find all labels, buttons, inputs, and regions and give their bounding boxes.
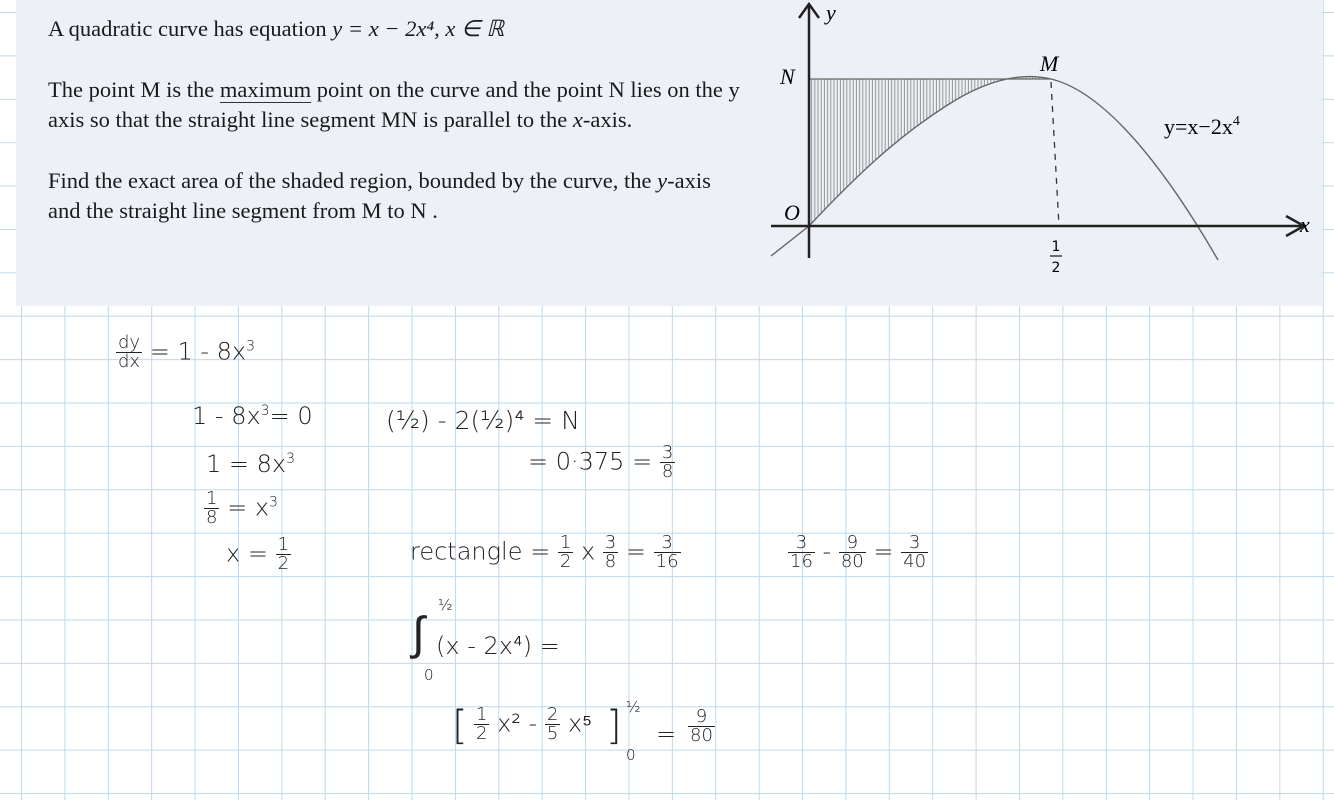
x-symbol: x — [572, 107, 583, 132]
denominator: 40 — [903, 551, 927, 572]
operator: = — [656, 720, 677, 748]
question-paragraph-2 — [48, 75, 748, 136]
x-axis-label: x — [1300, 212, 1310, 237]
upper-limit: ½ — [626, 698, 641, 716]
underlined-word: maximum — [219, 76, 312, 102]
denominator: 5 — [546, 723, 559, 744]
question-text-part: -axis. — [582, 107, 633, 132]
numerator: 1 — [206, 488, 218, 509]
numerator: 3 — [654, 534, 681, 553]
fraction — [788, 534, 815, 571]
fraction — [545, 706, 560, 743]
denominator: 80 — [690, 725, 713, 746]
denominator: 8 — [604, 551, 617, 572]
numerator: 3 — [788, 534, 815, 553]
derivative-line — [116, 334, 255, 371]
numerator: 1 — [277, 534, 290, 555]
fraction — [688, 708, 715, 745]
n-value: = 0·375 = — [528, 447, 653, 476]
derivative-rhs: = 1 - 8x — [149, 337, 247, 366]
curve-equation: y = x − 2x⁴, x ∈ ℝ — [332, 16, 505, 41]
denominator: 2 — [277, 553, 290, 574]
equation-part: 1 = 8x — [206, 450, 287, 478]
equation-part: = 0 — [269, 402, 313, 430]
question-paragraph-3 — [48, 166, 748, 227]
question-text — [48, 14, 748, 257]
question-text-part: point on the curve and the point N lies on the y axis so that the straight line segment MN is parallel to the — [48, 76, 740, 132]
fraction — [558, 534, 573, 571]
numerator: 9 — [839, 534, 866, 553]
denominator: 16 — [790, 551, 813, 572]
exponent: 3 — [286, 451, 296, 467]
integrand: (x - 2x⁴) = — [436, 632, 560, 660]
solve-step-1 — [192, 402, 313, 430]
fraction — [474, 706, 489, 743]
equation-part: = x — [227, 493, 270, 522]
n-calculation: (½) - 2(½)⁴ = N — [386, 406, 580, 435]
solve-step-3 — [204, 490, 278, 527]
numerator: 9 — [688, 708, 715, 727]
exponent: 3 — [260, 403, 270, 419]
question-text-part: Find the exact area of the shaded region, bounded by the curve, the — [48, 167, 652, 193]
question-text-part: -axis and the straight line segment from M to N . — [48, 167, 711, 223]
bracket-open: [ — [452, 703, 468, 749]
shaded-region — [809, 77, 1051, 226]
max-dashed-line — [1051, 82, 1059, 226]
numerator: 3 — [661, 442, 674, 463]
solve-step-4 — [226, 536, 291, 573]
half-tick-denominator: 2 — [1051, 260, 1061, 276]
numerator: 2 — [546, 704, 559, 725]
denominator: 2 — [476, 723, 488, 744]
rectangle-area-line — [410, 534, 681, 571]
point-m-label: M — [1040, 51, 1059, 76]
half-tick-numerator: 1 — [1051, 239, 1061, 255]
operator: = — [625, 537, 646, 566]
integral-upper-limit: ½ — [438, 596, 453, 614]
term: x⁵ — [567, 709, 593, 738]
integral-sign: ∫ — [412, 606, 425, 660]
dydx-fraction — [116, 334, 142, 371]
final-answer-fraction — [901, 534, 928, 571]
denominator: 8 — [206, 507, 218, 528]
dydx-numerator: dy — [118, 332, 141, 353]
integral-line — [412, 596, 612, 686]
dydx-denominator: dx — [118, 351, 141, 372]
rectangle-label: rectangle = — [410, 537, 551, 566]
curve-graph — [766, 0, 1322, 300]
numerator: 1 — [559, 532, 572, 553]
equation-part: 1 - 8x — [192, 402, 261, 430]
fraction — [276, 536, 291, 573]
y-symbol: y — [657, 167, 668, 193]
exponent: 3 — [269, 494, 278, 511]
fraction — [654, 534, 681, 571]
denominator: 2 — [559, 551, 572, 572]
curve-label: $y=x-2x^4$ — [1164, 114, 1240, 139]
numerator: 1 — [476, 704, 488, 725]
question-intro: A quadratic curve has equation — [48, 16, 327, 41]
numerator: 3 — [901, 534, 928, 553]
question-paragraph-1 — [48, 14, 748, 45]
fraction — [839, 534, 866, 571]
n-value-line — [528, 444, 675, 481]
integral-lower-limit: 0 — [424, 666, 434, 684]
numerator: 3 — [604, 532, 617, 553]
exponent: 3 — [246, 338, 256, 355]
denominator: 16 — [655, 551, 679, 572]
final-answer-line — [788, 534, 928, 571]
operator: = — [873, 537, 894, 566]
term: x² - — [497, 709, 538, 738]
solve-step-2 — [206, 450, 295, 478]
operator: x — [580, 537, 596, 566]
origin-label: O — [784, 200, 800, 225]
operator: - — [822, 537, 832, 566]
point-n-label: N — [780, 64, 795, 89]
bracket-close: ] — [606, 703, 622, 749]
y-axis-label: y — [826, 0, 836, 25]
fraction — [204, 490, 219, 527]
denominator: 80 — [840, 551, 864, 572]
denominator: 8 — [661, 461, 674, 482]
antiderivative-body — [474, 706, 592, 743]
fraction — [660, 444, 675, 481]
fraction — [603, 534, 618, 571]
antiderivative-line — [452, 698, 752, 768]
question-text-part: The point M is the — [48, 76, 215, 102]
equation-part: x = — [226, 539, 268, 568]
lower-limit: 0 — [626, 746, 636, 764]
